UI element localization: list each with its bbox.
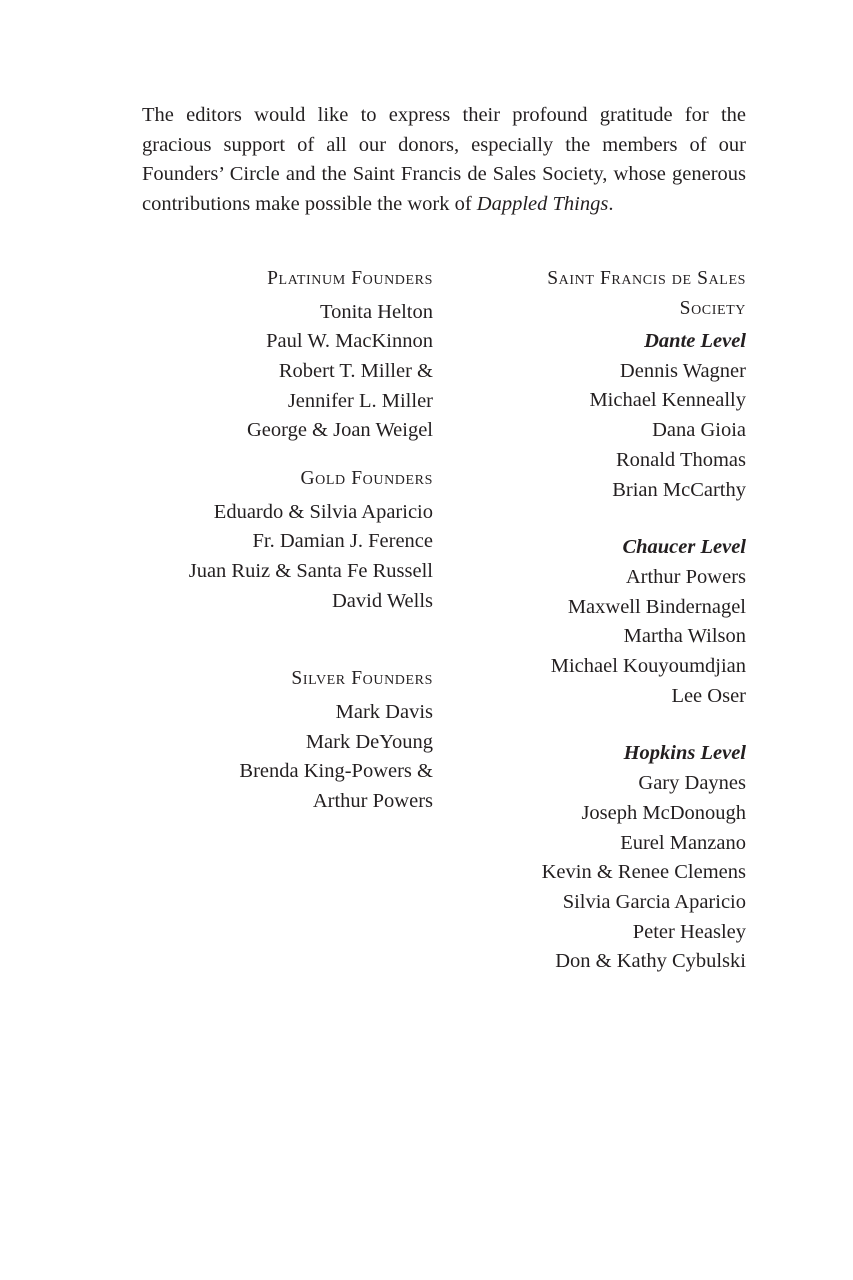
donor-name: Brian McCarthy	[612, 478, 746, 501]
platinum-founders-list	[133, 298, 433, 447]
founders-column	[133, 264, 433, 817]
donor-name: Lee Oser	[671, 684, 746, 707]
silver-founders-heading: Silver Founders	[291, 668, 433, 690]
gold-founders-group	[133, 464, 433, 616]
donor-name: Tonita Helton	[319, 300, 433, 323]
donor-name: Martha Wilson	[623, 625, 746, 648]
donor-name: George & Joan Weigel	[246, 419, 433, 442]
donor-name: Dennis Wagner	[619, 359, 746, 382]
donor-name: Kevin & Renee Clemens	[541, 861, 746, 884]
donor-name: Peter Heasley	[632, 920, 746, 943]
donor-name: Maxwell Bindernagel	[567, 595, 746, 618]
society-heading-line-1: Saint Francis de Sales	[547, 268, 746, 289]
donor-name: Jennifer L. Miller	[287, 389, 433, 412]
chaucer-level-title: Chaucer Level	[622, 536, 746, 559]
gold-founders-list	[133, 498, 433, 617]
donor-name: Paul W. MacKinnon	[266, 330, 433, 353]
donor-name: Juan Ruiz & Santa Fe Russell	[188, 559, 433, 582]
donor-name: David Wells	[331, 589, 433, 612]
chaucer-level-list	[456, 563, 746, 712]
hopkins-level-title: Hopkins Level	[623, 742, 746, 765]
donor-name: Brenda King-Powers &	[239, 760, 433, 783]
chaucer-level-group	[456, 533, 746, 711]
donor-name: Arthur Powers	[625, 565, 746, 588]
donor-name: Gary Daynes	[638, 772, 746, 795]
acknowledgement-end: .	[608, 192, 614, 215]
donor-name: Silvia Garcia Aparicio	[562, 890, 746, 913]
donor-name: Joseph McDonough	[581, 801, 746, 824]
hopkins-level-group	[456, 739, 746, 977]
hopkins-level-list	[456, 769, 746, 977]
donor-name: Michael Kenneally	[589, 389, 746, 412]
magazine-title: Dappled Things	[476, 192, 609, 215]
dante-level-title: Dante Level	[644, 330, 746, 352]
society-heading	[456, 264, 746, 323]
platinum-founders-group	[133, 264, 433, 446]
donor-name: Mark Davis	[335, 700, 433, 723]
donor-name: Ronald Thomas	[615, 448, 746, 471]
donor-name: Robert T. Miller &	[278, 359, 433, 382]
donor-name: Dana Gioia	[652, 419, 746, 442]
acknowledgement-text: The editors would like to express their profound gratitude for the gracious support of all our donors, especially the members of our Founders’ Circle and the Saint Francis de Sales Society, whose generous contributions make possible the work of	[142, 104, 746, 215]
dante-level-list	[456, 357, 746, 506]
society-column	[456, 264, 746, 977]
donor-name: Fr. Damian J. Ference	[252, 530, 433, 553]
dante-level-group	[456, 327, 746, 505]
donor-name: Don & Kathy Cybulski	[555, 950, 746, 973]
donor-name: Eurel Manzano	[620, 831, 746, 854]
gold-founders-heading: Gold Founders	[300, 468, 433, 490]
donor-name: Eduardo & Silvia Aparicio	[213, 500, 433, 523]
silver-founders-list	[133, 698, 433, 817]
platinum-founders-heading: Platinum Founders	[267, 268, 433, 289]
society-heading-line-2: Society	[679, 297, 746, 319]
donor-name: Michael Kouyoumdjian	[550, 655, 746, 678]
silver-founders-group	[133, 664, 433, 816]
donor-name: Mark DeYoung	[305, 730, 433, 753]
acknowledgement-paragraph	[142, 101, 746, 219]
donor-name: Arthur Powers	[312, 789, 433, 812]
